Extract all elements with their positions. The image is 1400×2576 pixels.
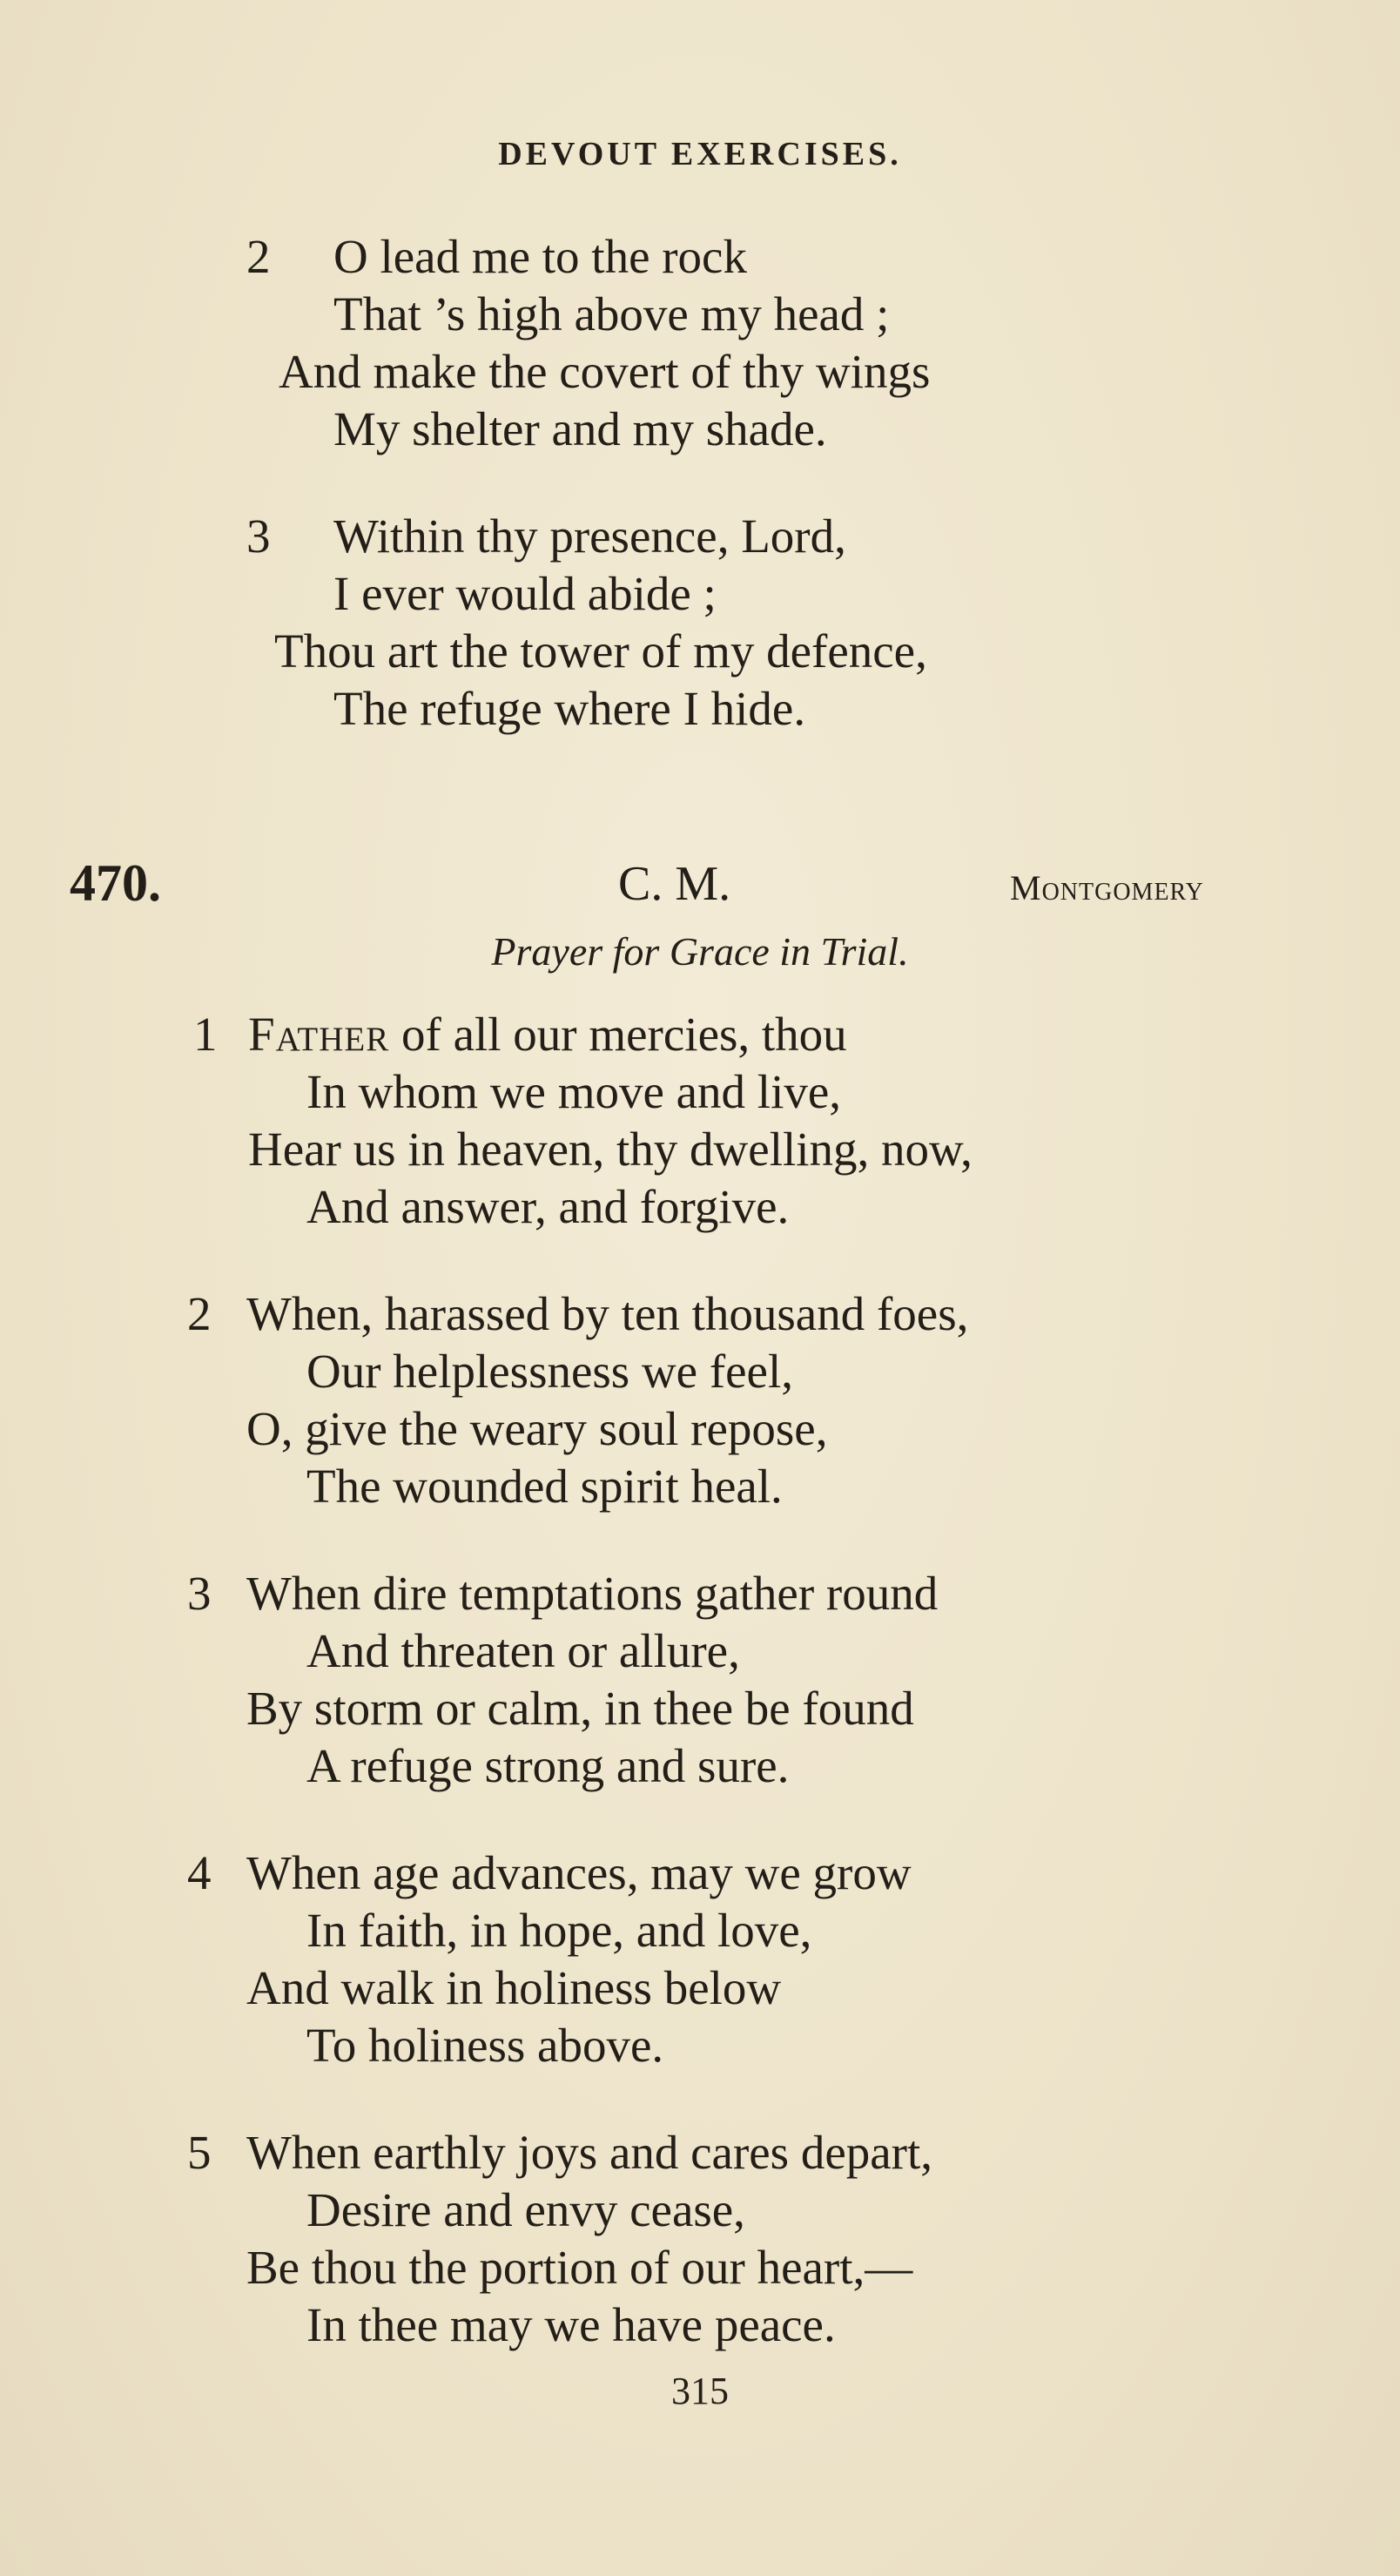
verse-line: And answer, and forgive. (306, 1180, 790, 1233)
first-line-rest: of all our mercies, thou (389, 1008, 847, 1061)
stanza-number: 2 (246, 230, 271, 283)
verse-line: And threaten or allure, (306, 1624, 740, 1677)
verse-line: And make the covert of thy wings (279, 345, 931, 398)
verse-line-first (248, 1006, 847, 1063)
running-head: DEVOUT EXERCISES. (498, 136, 902, 172)
stanza-number: 5 (187, 2126, 212, 2179)
verse-line: In whom we move and live, (306, 1065, 842, 1118)
verse-line: My shelter and my shade. (333, 402, 827, 455)
verse-line: A refuge strong and sure. (306, 1739, 790, 1792)
verse-line: And walk in holiness below (246, 1961, 782, 2014)
page-number: 315 (671, 2370, 729, 2412)
verse-line: The refuge where I hide. (333, 682, 806, 735)
verse-line: Hear us in heaven, thy dwelling, now, (248, 1123, 973, 1176)
verse-line: That ’s high above my head ; (333, 287, 890, 341)
stanza-number: 2 (187, 1287, 212, 1340)
verse-line: When, harassed by ten thousand foes, (246, 1287, 969, 1340)
verse-line: O, give the weary soul repose, (246, 1402, 828, 1455)
hymn-meter: C. M. (618, 857, 731, 911)
verse-line: To holiness above. (306, 2019, 664, 2072)
verse-line: When age advances, may we grow (246, 1846, 912, 1899)
verse-line: In thee may we have peace. (306, 2298, 836, 2351)
hymn-tune: Montgomery (1010, 868, 1204, 907)
verse-line: Thou art the tower of my defence, (274, 624, 927, 678)
stanza-number: 3 (246, 509, 271, 563)
verse-line: O lead me to the rock (333, 230, 747, 283)
stanza-number: 4 (187, 1846, 212, 1899)
first-word: Father (248, 1008, 390, 1061)
verse-line: Be thou the portion of our heart,— (246, 2241, 913, 2294)
stanza-number: 1 (193, 1008, 218, 1061)
hymn-title: Prayer for Grace in Trial. (491, 929, 909, 974)
verse-line: Within thy presence, Lord, (333, 509, 846, 563)
verse-line: I ever would abide ; (333, 567, 717, 620)
verse-line: Our helplessness we feel, (306, 1345, 793, 1398)
verse-line: In faith, in hope, and love, (306, 1904, 812, 1957)
verse-line: When earthly joys and cares depart, (246, 2126, 932, 2179)
hymn-number: 470. (70, 854, 161, 912)
verse-line: By storm or calm, in thee be found (246, 1682, 914, 1735)
verse-line: The wounded spirit heal. (306, 1460, 783, 1513)
verse-line: When dire temptations gather round (246, 1567, 939, 1620)
stanza-number: 3 (187, 1567, 212, 1620)
verse-line: Desire and envy cease, (306, 2183, 745, 2236)
